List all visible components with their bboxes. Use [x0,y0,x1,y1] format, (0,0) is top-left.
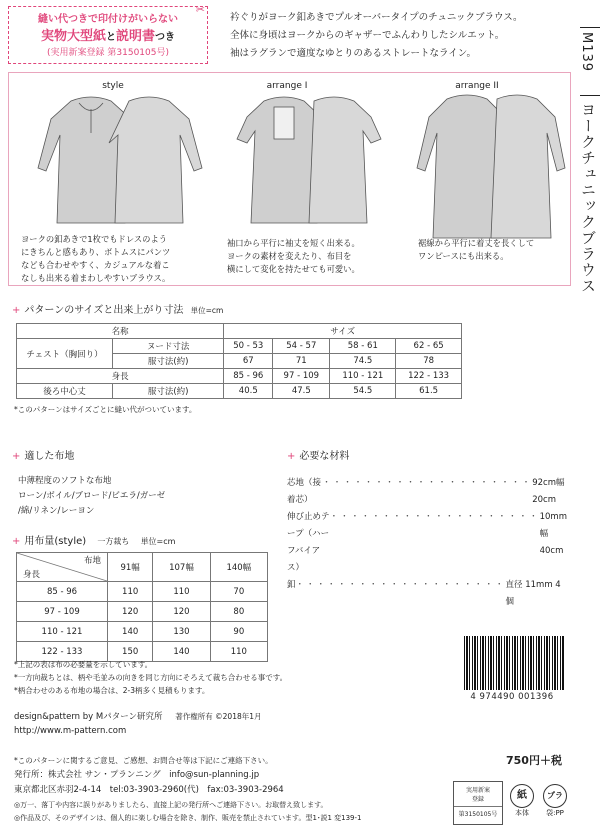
manual-label: 説明書 [116,29,156,44]
column-header: 91幅 [108,553,153,582]
intro-line-2: 全体に身頃はヨークからのギャザーでふんわりしたシルエット。 [230,30,505,41]
table-cell: 61.5 [396,384,462,399]
materials-list: 芯地（接着芯） ・・・・・・・・・・・・・・・・・・・・ 92cm幅 20cm 伸び止めテープ（ハーフバイアス） ・・・・・・・・・・・・・・・・・・・・ 10mm幅 40cm 釦 ・・・・・・・・・・・・・・・・・・・・ 直径 11mm 4個 [287,475,567,611]
table-cell: 110 [210,642,267,662]
table-cell: 71 [273,354,330,369]
plastic-recycle-mark: プラ 袋:PP [540,784,570,818]
name-header: 名称 [17,324,224,339]
arrange1-description: 袖口から平行に袖丈を短く出来る。 ヨークの素材を変えたり、布目を 横にして変化を持たせても可愛い。 [227,238,360,274]
back-length-label: 後ろ中心丈 [17,384,113,399]
table-cell: 62 - 65 [396,339,462,354]
pattern-feature-box [8,3,208,64]
plus-marker-icon: + [12,305,21,316]
table-cell: 120 [153,602,210,622]
arrange1-title: arrange I [266,81,308,91]
table-cell: 85 - 96 [224,369,273,384]
nude-label: ヌード寸法 [113,339,224,354]
table-cell: 58 - 61 [330,339,396,354]
materials-section-title: + 必要な材料 [287,451,350,462]
design-credit: design&pattern by Mパターン研究所 著作権所有 ©2018年1月 [14,712,262,722]
plus-marker-icon: + [12,536,21,547]
barcode-bars [464,636,564,690]
row-header: 122 - 133 [17,642,108,662]
table-cell: 97 - 109 [273,369,330,384]
paper-recycle-icon: 紙 [510,784,534,808]
sidebar-divider [580,95,600,96]
table-cell: 78 [396,354,462,369]
yardage-corner-header: 布地 身長 [17,553,108,582]
plastic-recycle-icon: プラ [543,784,567,808]
scissors-icon: ✂ [195,3,205,16]
pattern-code: M139 [579,32,594,73]
finished-label: 服寸法(約) [113,384,224,399]
sidebar-divider [580,27,600,28]
table-cell: 50 - 53 [224,339,273,354]
full-size-pattern-label: 実物大型紙 [40,29,106,44]
paper-recycle-mark: 紙 本体 [508,784,536,818]
yardage-unit: 単位=cm [140,537,176,546]
arrange2-description: 裾線から平行に着丈を長くして ワンピースにも出来る。 [418,238,535,261]
finished-label: 服寸法(約) [113,354,224,369]
fabric-section-title: + 適した布地 [12,451,75,462]
plus-marker-icon: + [12,451,21,462]
table-cell: 54 - 57 [273,339,330,354]
plus-marker-icon: + [287,451,296,462]
dot-leader: ・・・・・・・・・・・・・・・・・・・・ [322,478,533,488]
dot-leader: ・・・・・・・・・・・・・・・・・・・・ [329,512,540,522]
size-footnote: *このパターンはサイズごとに縫い代がついています。 [14,405,197,414]
style-garment-back [109,97,202,223]
intro-line-3: 袖はラグランで適度なゆとりのあるストレートなライン。 [230,48,476,59]
replacement-note: ◎万一、落丁や内容に誤りがありましたら、直接上記の発行所へご連絡下さい。お取替え致します。 [14,801,328,809]
website-link[interactable]: http://www.m-pattern.com [14,726,127,736]
yardage-notes: *上記の表は布の必要量を示しています。 *一方向裁ちとは、柄や毛並みの向きを同じ方向にそろえて裁ち合わせる事です。 *柄合わせのある布地の場合は、2-3柄多く見積もります。 [14,660,288,695]
size-header: サイズ [224,324,462,339]
table-cell: 110 [153,582,210,602]
style-title: style [102,81,124,91]
row-header: 85 - 96 [17,582,108,602]
yardage-section-title: + 用布量(style) 一方裁ち 単位=cm [12,536,176,547]
contact-note: *このパターンに関するご意見、ご感想、お問合せ等は下記にご連絡下さい。 [14,756,273,765]
table-cell: 80 [210,602,267,622]
table-cell: 74.5 [330,354,396,369]
table-cell: 110 - 121 [330,369,396,384]
yardage-sub: 一方裁ち [97,537,130,546]
utility-model-stamp: 実用新案 登録 第3150105号 [453,781,503,825]
yardage-table [16,552,268,662]
table-cell: 70 [210,582,267,602]
publisher-info: 発行所：株式会社 サン・プランニング info@sun-planning.jp [14,770,260,780]
table-cell: 90 [210,622,267,642]
utility-model-label: (実用新案登録 第3150105号) [47,48,169,58]
barcode [456,636,568,702]
chest-label: チェスト（胸回り） [17,339,113,369]
included-label: つき [155,32,176,43]
pattern-title-vertical: ヨークチュニックブラウス [579,102,597,294]
column-header: 140幅 [210,553,267,582]
address-info: 東京都北区赤羽2-4-14 tel:03-3903-2960(代) fax:03-3903-2964 [14,785,284,795]
table-cell: 120 [108,602,153,622]
barcode-number: 4 974490 001396 [470,692,554,702]
table-cell: 54.5 [330,384,396,399]
arrange1-garment-back [309,97,381,223]
table-cell: 40.5 [224,384,273,399]
table-cell: 140 [153,642,210,662]
table-cell: 110 [108,582,153,602]
table-cell: 47.5 [273,384,330,399]
row-header: 110 - 121 [17,622,108,642]
table-cell: 140 [108,622,153,642]
copyright-note: ◎作品及び、そのデザインは、個人的に楽しむ場合を除き、制作、販売を禁止されています。型1･説1 変139-1 [14,814,362,822]
arrange2-title: arrange II [455,81,499,91]
size-unit: 単位=cm [190,306,224,315]
style-illustrations [8,72,571,286]
size-table [16,323,462,399]
sidebar [572,0,600,832]
table-cell: 67 [224,354,273,369]
dot-leader: ・・・・・・・・・・・・・・・・・・・・ [295,580,506,590]
table-cell: 122 - 133 [396,369,462,384]
table-cell: 130 [153,622,210,642]
fabric-list: 中薄程度のソフトな布地 ローン/ボイル/ブロード/ビエラ/ガーゼ /綿/リネン/レーヨン [18,476,166,516]
table-cell: 150 [108,642,153,662]
column-header: 107幅 [153,553,210,582]
height-label: 身長 [17,369,224,384]
feature-line-1: 縫い代つきで印付けがいらない [38,14,178,25]
price: 750円＋税 [506,754,562,767]
style-description: ヨークの釦あきで1枚でもドレスのよう にきちんと感もあり、ボトムスにパンツ なども合わせやすく、カジュアルな着こ なしも出来る着まわしやすいブラウス。 [21,234,171,283]
feature-line-2 [9,25,207,44]
intro-line-1: 衿ぐりがヨーク釦あきでプルオーバータイプのチュニックブラウス。 [230,12,523,23]
size-section-title: + パターンのサイズと出来上がり寸法 単位=cm [12,305,224,316]
and-label: と [106,32,116,43]
row-header: 97 - 109 [17,602,108,622]
arrange2-garment-back [491,95,565,238]
